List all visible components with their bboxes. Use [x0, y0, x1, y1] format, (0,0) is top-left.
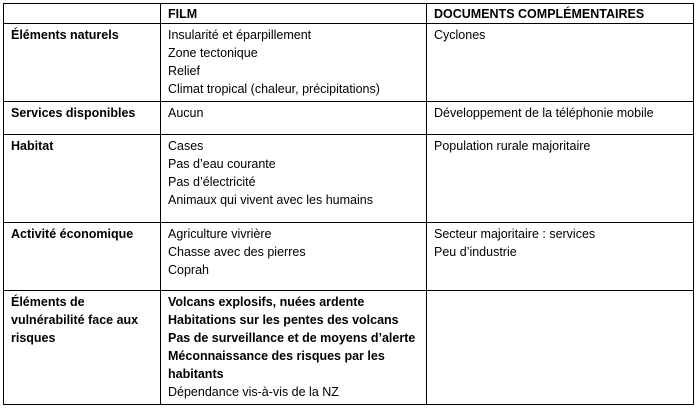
film-item: Climat tropical (chaleur, précipitations) [168, 82, 380, 96]
film-item: Chasse avec des pierres [168, 245, 306, 259]
document-item: Population rurale majoritaire [434, 139, 591, 153]
documents-cell-empty [427, 291, 694, 405]
document-item: Cyclones [434, 28, 486, 42]
film-cell [161, 135, 427, 223]
row-label-text: Éléments de vulnérabilité face aux risques [11, 295, 139, 345]
documents-cell [427, 223, 694, 291]
document-item: Développement de la téléphonie mobile [434, 106, 654, 120]
film-item: Animaux qui vivent avec les humains [168, 193, 373, 207]
film-item-normal: Dépendance vis-à-vis de la NZ [168, 385, 339, 399]
table-row [4, 24, 694, 102]
document-item: Peu d’industrie [434, 245, 517, 259]
film-item: Pas d’eau courante [168, 157, 276, 171]
film-cell [161, 102, 427, 135]
film-cell [161, 223, 427, 291]
film-item: Relief [168, 64, 200, 78]
film-item: Méconnaissance des risques par les habitants [168, 349, 385, 381]
film-item: Zone tectonique [168, 46, 258, 60]
film-item: Pas de surveillance et de moyens d’alerte [168, 331, 416, 345]
film-item: Agriculture vivrière [168, 227, 272, 241]
film-item: Pas d’électricité [168, 175, 256, 189]
row-label [4, 291, 161, 405]
film-item: Coprah [168, 263, 209, 277]
table-row [4, 102, 694, 135]
film-item: Aucun [168, 106, 204, 120]
row-label: Habitat [4, 135, 161, 223]
film-item: Habitations sur les pentes des volcans [168, 313, 399, 327]
documents-cell [427, 135, 694, 223]
table-row [4, 291, 694, 405]
documents-cell [427, 102, 694, 135]
film-item: Cases [168, 139, 204, 153]
comparison-table [3, 3, 694, 405]
header-documents: DOCUMENTS COMPLÉMENTAIRES [427, 4, 694, 24]
film-item: Insularité et éparpillement [168, 28, 312, 42]
document-item: Secteur majoritaire : services [434, 227, 596, 241]
documents-cell [427, 24, 694, 102]
header-film: FILM [161, 4, 427, 24]
row-label: Éléments naturels [4, 24, 161, 102]
film-cell [161, 24, 427, 102]
header-empty-cell [4, 4, 161, 24]
film-item: Volcans explosifs, nuées ardente [168, 295, 365, 309]
film-cell [161, 291, 427, 405]
row-label: Services disponibles [4, 102, 161, 135]
table-row [4, 223, 694, 291]
row-label: Activité économique [4, 223, 161, 291]
table-header-row [4, 4, 694, 24]
table-row [4, 135, 694, 223]
